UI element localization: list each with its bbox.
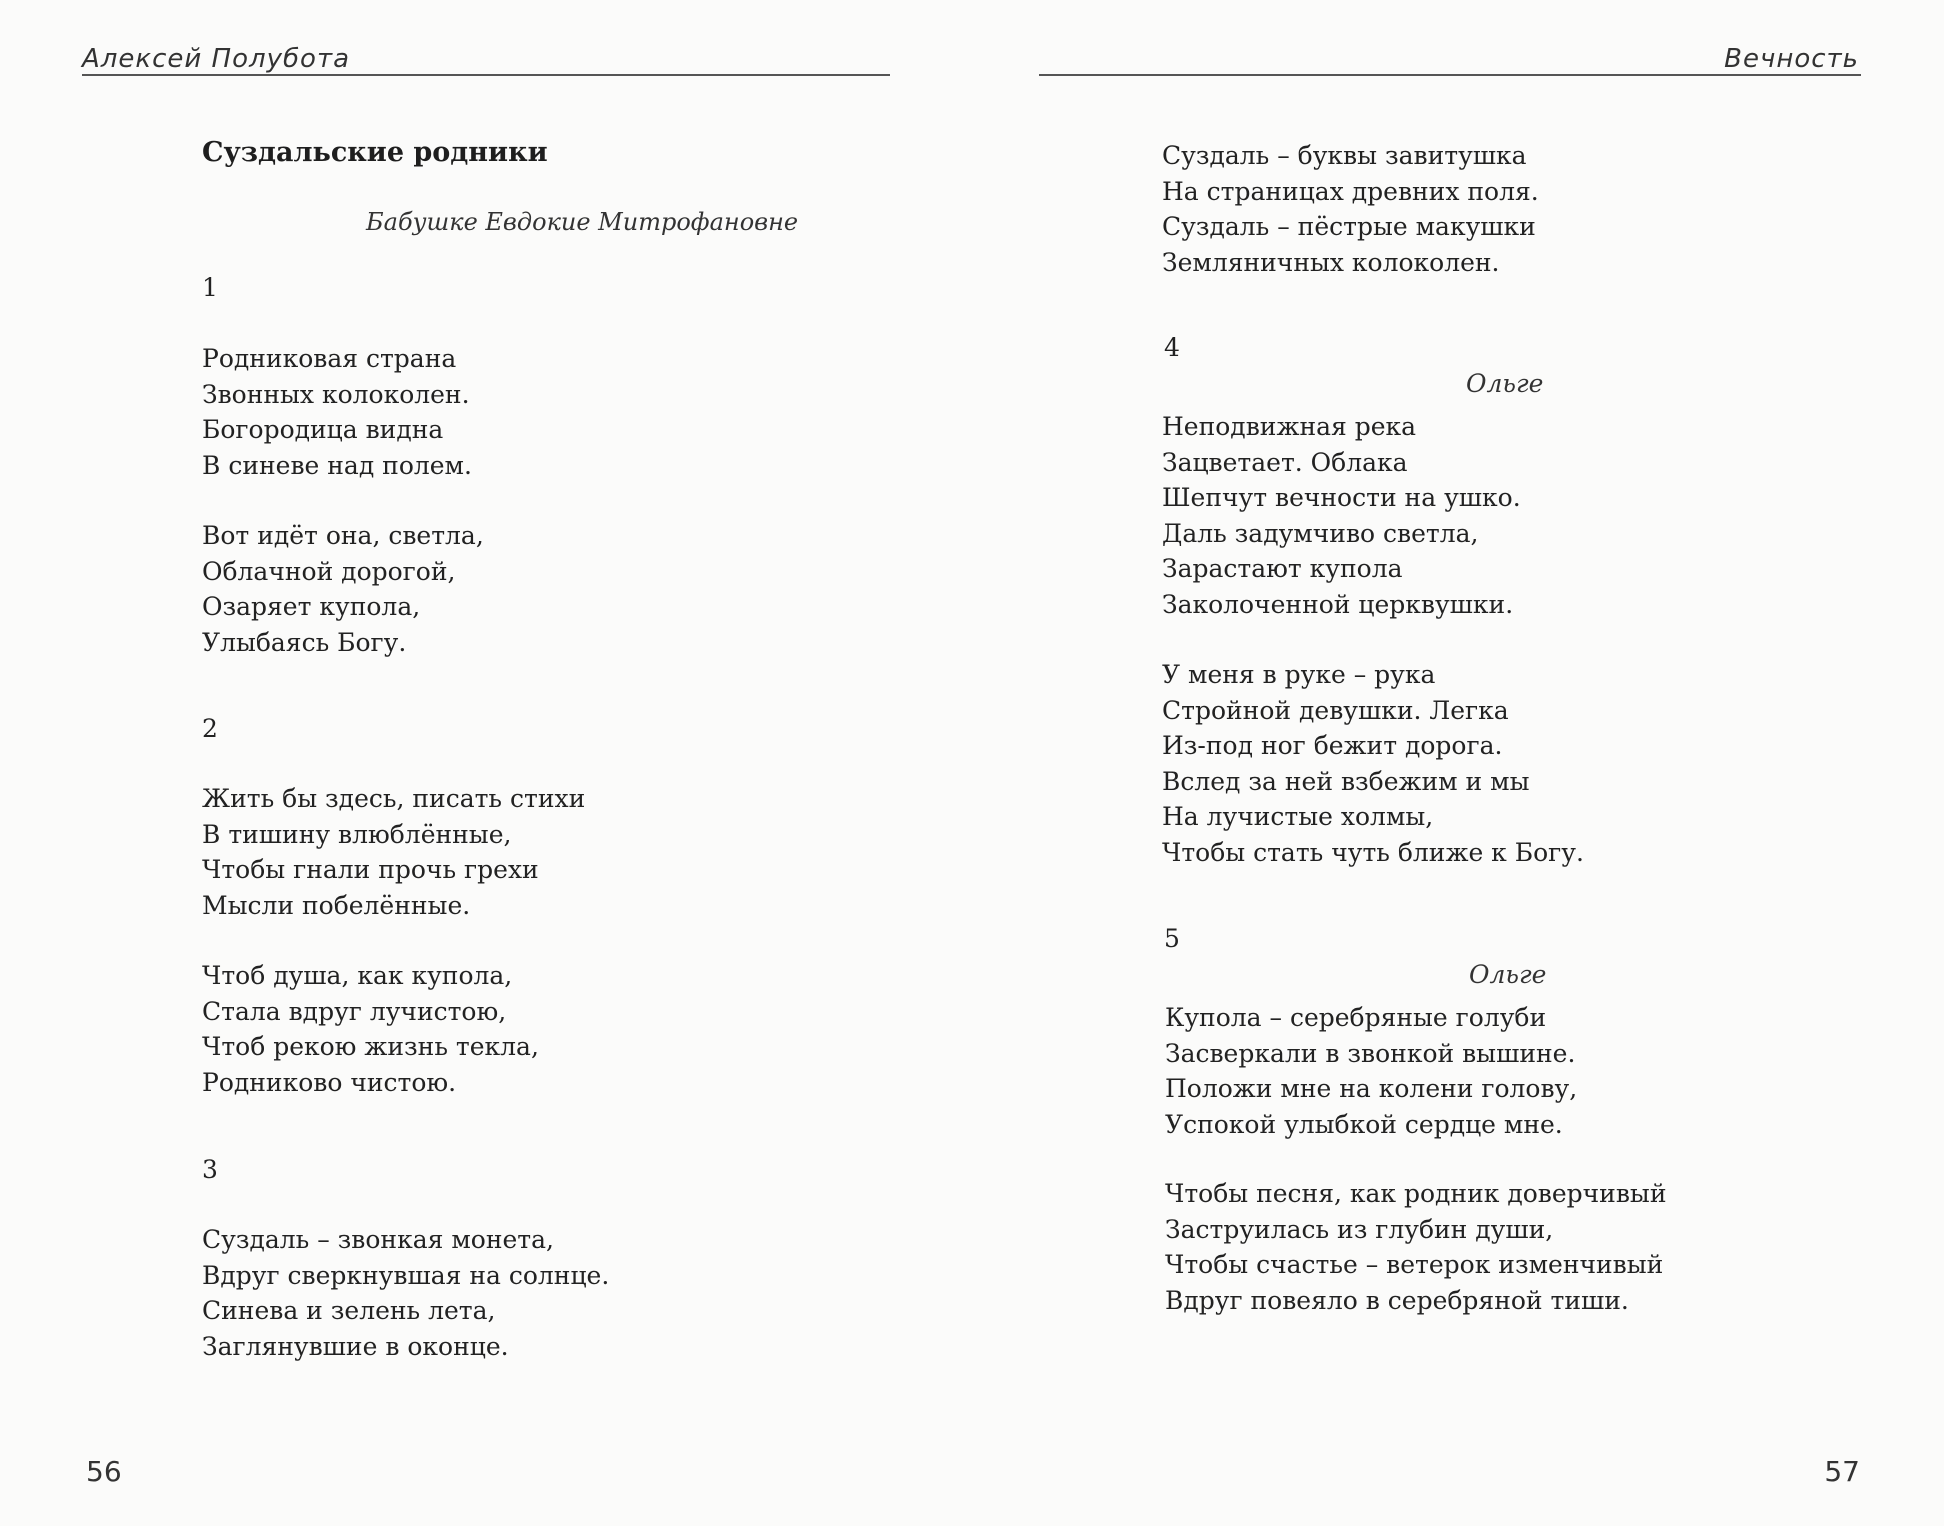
stanza <box>1162 409 1521 622</box>
verse-line: Улыбаясь Богу. <box>202 627 407 657</box>
verse-line: Чтобы счастье – ветерок изменчивый <box>1165 1250 1664 1279</box>
stanza <box>1162 138 1539 280</box>
stanza <box>202 781 585 923</box>
stanza <box>202 1222 609 1364</box>
verse-line: Чтобы гнали прочь грехи <box>202 855 539 884</box>
header-rule <box>82 74 890 76</box>
verse-line: У меня в руке – рука <box>1162 660 1436 689</box>
verse-line: Зацветает. Облака <box>1162 447 1408 477</box>
section-number: 2 <box>202 714 218 743</box>
running-head-author: Алексей Полубота <box>82 44 351 74</box>
section-addressee: Ольге <box>1466 369 1544 398</box>
page-number: 57 <box>1824 1455 1860 1488</box>
verse-line: Неподвижная река <box>1162 412 1417 441</box>
stanza <box>202 518 484 660</box>
verse-line: Богородица видна <box>202 415 444 444</box>
header-rule <box>1039 74 1861 76</box>
verse-line: Вдруг повеяло в серебряной тиши. <box>1165 1285 1629 1315</box>
verse-line: Чтобы стать чуть ближе к Богу. <box>1162 837 1584 867</box>
section-number: 4 <box>1164 333 1180 362</box>
verse-line: Успокой улыбкой сердце мне. <box>1165 1109 1563 1139</box>
verse-line: Шепчут вечности на ушко. <box>1162 483 1521 512</box>
section-number: 1 <box>202 273 218 302</box>
verse-line: Стала вдруг лучистою, <box>202 996 507 1026</box>
verse-line: Даль задумчиво светла, <box>1162 518 1479 548</box>
page-number: 56 <box>86 1455 122 1488</box>
verse-line: Заколоченной церквушки. <box>1162 589 1514 619</box>
verse-line: Звонных колоколен. <box>202 379 470 409</box>
verse-line: Заструилась из глубин души, <box>1165 1214 1554 1244</box>
right-page <box>972 0 1944 1526</box>
verse-line: Чтобы песня, как родник доверчивый <box>1165 1179 1667 1208</box>
verse-line: Суздаль – пёстрые макушки <box>1162 212 1536 241</box>
verse-line: Вот идёт она, светла, <box>202 521 484 550</box>
verse-line: Купола – серебряные голуби <box>1165 1003 1547 1032</box>
stanza <box>202 958 539 1100</box>
verse-line: Мысли побелённые. <box>202 890 471 920</box>
verse-line: На страницах древних поля. <box>1162 176 1539 206</box>
verse-line: Зарастают купола <box>1162 554 1403 583</box>
verse-line: Вслед за ней взбежим и мы <box>1162 766 1530 796</box>
verse-line: На лучистые холмы, <box>1162 802 1434 831</box>
verse-line: Жить бы здесь, писать стихи <box>202 784 586 813</box>
poem-dedication: Бабушке Евдокие Митрофановне <box>366 208 799 236</box>
stanza <box>1162 657 1584 870</box>
verse-line: Заглянувшие в оконце. <box>202 1331 509 1361</box>
verse-line: Суздаль – буквы завитушка <box>1162 141 1527 170</box>
verse-line: В синеве над полем. <box>202 450 472 480</box>
verse-line: Положи мне на колени голову, <box>1165 1074 1578 1103</box>
verse-line: Родниковая страна <box>202 344 457 373</box>
verse-line: В тишину влюблённые, <box>202 819 512 849</box>
verse-line: Озаряет купола, <box>202 592 421 621</box>
poem-title: Суздальские родники <box>202 137 548 168</box>
stanza <box>1165 1176 1666 1318</box>
verse-line: Стройной девушки. Легка <box>1162 695 1509 725</box>
section-number: 3 <box>202 1155 218 1184</box>
verse-line: Чтоб рекою жизнь текла, <box>202 1032 539 1061</box>
verse-line: Чтоб душа, как купола, <box>202 961 513 990</box>
verse-line: Суздаль – звонкая монета, <box>202 1225 554 1254</box>
verse-line: Вдруг сверкнувшая на солнце. <box>202 1260 610 1290</box>
section-addressee: Ольге <box>1469 960 1547 989</box>
section-number: 5 <box>1164 924 1180 953</box>
stanza <box>202 341 472 483</box>
running-head-section: Вечность <box>1724 44 1859 74</box>
verse-line: Облачной дорогой, <box>202 556 456 586</box>
verse-line: Из-под ног бежит дорога. <box>1162 731 1503 760</box>
verse-line: Земляничных колоколен. <box>1162 247 1500 277</box>
verse-line: Засверкали в звонкой вышине. <box>1165 1038 1576 1068</box>
verse-line: Родниково чистою. <box>202 1067 457 1097</box>
stanza <box>1165 1000 1577 1142</box>
verse-line: Синева и зелень лета, <box>202 1296 496 1325</box>
